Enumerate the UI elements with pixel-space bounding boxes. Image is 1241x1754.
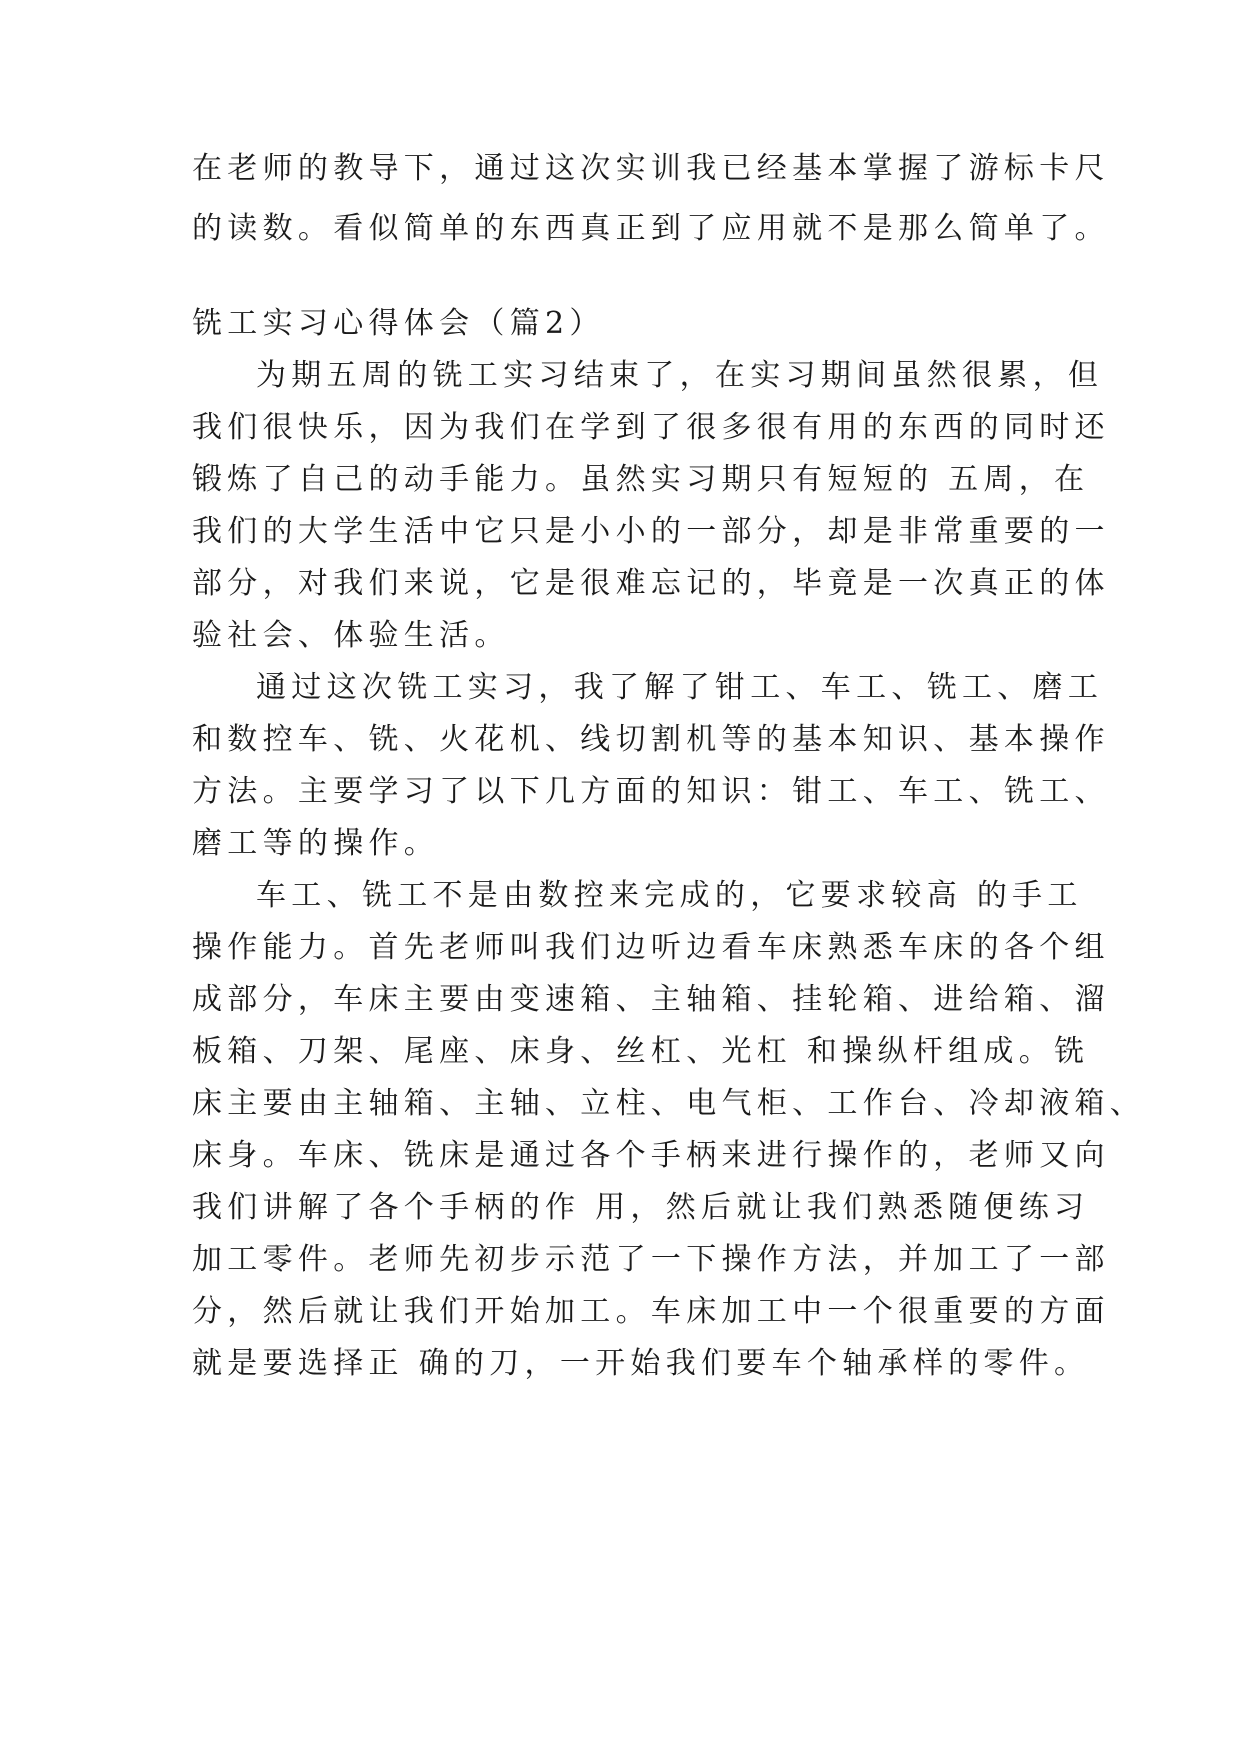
paragraph1-line-5: 部分，对我们来说，它是很难忘记的，毕竟是一次真正的体 <box>192 566 1110 601</box>
paragraph1-line-1: 为期五周的铣工实习结束了，在实习期间虽然很累，但 <box>256 358 1104 393</box>
paragraph2-line-4: 磨工等的操作。 <box>192 826 440 861</box>
paragraph1-line-3: 锻炼了自己的动手能力。虽然实习期只有短短的 五周，在 <box>192 462 1090 497</box>
paragraph2-line-2: 和数控车、铣、火花机、线切割机等的基本知识、基本操作 <box>192 722 1110 757</box>
paragraph3-line-8: 加工零件。老师先初步示范了一下操作方法，并加工了一部 <box>192 1242 1110 1277</box>
paragraph3-line-2: 操作能力。首先老师叫我们边听边看车床熟悉车床的各个组 <box>192 930 1110 965</box>
paragraph2-line-1: 通过这次铣工实习，我了解了钳工、车工、铣工、磨工 <box>256 670 1104 705</box>
paragraph3-line-6: 床身。车床、铣床是通过各个手柄来进行操作的，老师又向 <box>192 1138 1110 1173</box>
intro-line-2: 的读数。看似简单的东西真正到了应用就不是那么简单了。 <box>192 211 1110 246</box>
paragraph1-line-2: 我们很快乐，因为我们在学到了很多很有用的东西的同时还 <box>192 410 1110 445</box>
paragraph3-line-3: 成部分，车床主要由变速箱、主轴箱、挂轮箱、进给箱、溜 <box>192 982 1110 1017</box>
paragraph3-line-4: 板箱、刀架、尾座、床身、丝杠、光杠 和操纵杆组成。铣 <box>192 1034 1090 1069</box>
paragraph3-line-10: 就是要选择正 确的刀，一开始我们要车个轴承样的零件。 <box>192 1346 1090 1381</box>
intro-line-1: 在老师的教导下，通过这次实训我已经基本掌握了游标卡尺 <box>192 151 1110 186</box>
paragraph2-line-3: 方法。主要学习了以下几方面的知识：钳工、车工、铣工、 <box>192 774 1110 809</box>
paragraph1-line-4: 我们的大学生活中它只是小小的一部分，却是非常重要的一 <box>192 514 1110 549</box>
paragraph3-line-7: 我们讲解了各个手柄的作 用，然后就让我们熟悉随便练习 <box>192 1190 1090 1225</box>
section-title: 铣工实习心得体会（篇2） <box>192 306 605 341</box>
paragraph3-line-5: 床主要由主轴箱、主轴、立柱、电气柜、工作台、冷却液箱、 <box>192 1086 1146 1121</box>
paragraph3-line-1: 车工、铣工不是由数控来完成的，它要求较高 的手工 <box>256 878 1083 913</box>
paragraph1-line-6: 验社会、体验生活。 <box>192 618 510 653</box>
paragraph3-line-9: 分，然后就让我们开始加工。车床加工中一个很重要的方面 <box>192 1294 1110 1329</box>
